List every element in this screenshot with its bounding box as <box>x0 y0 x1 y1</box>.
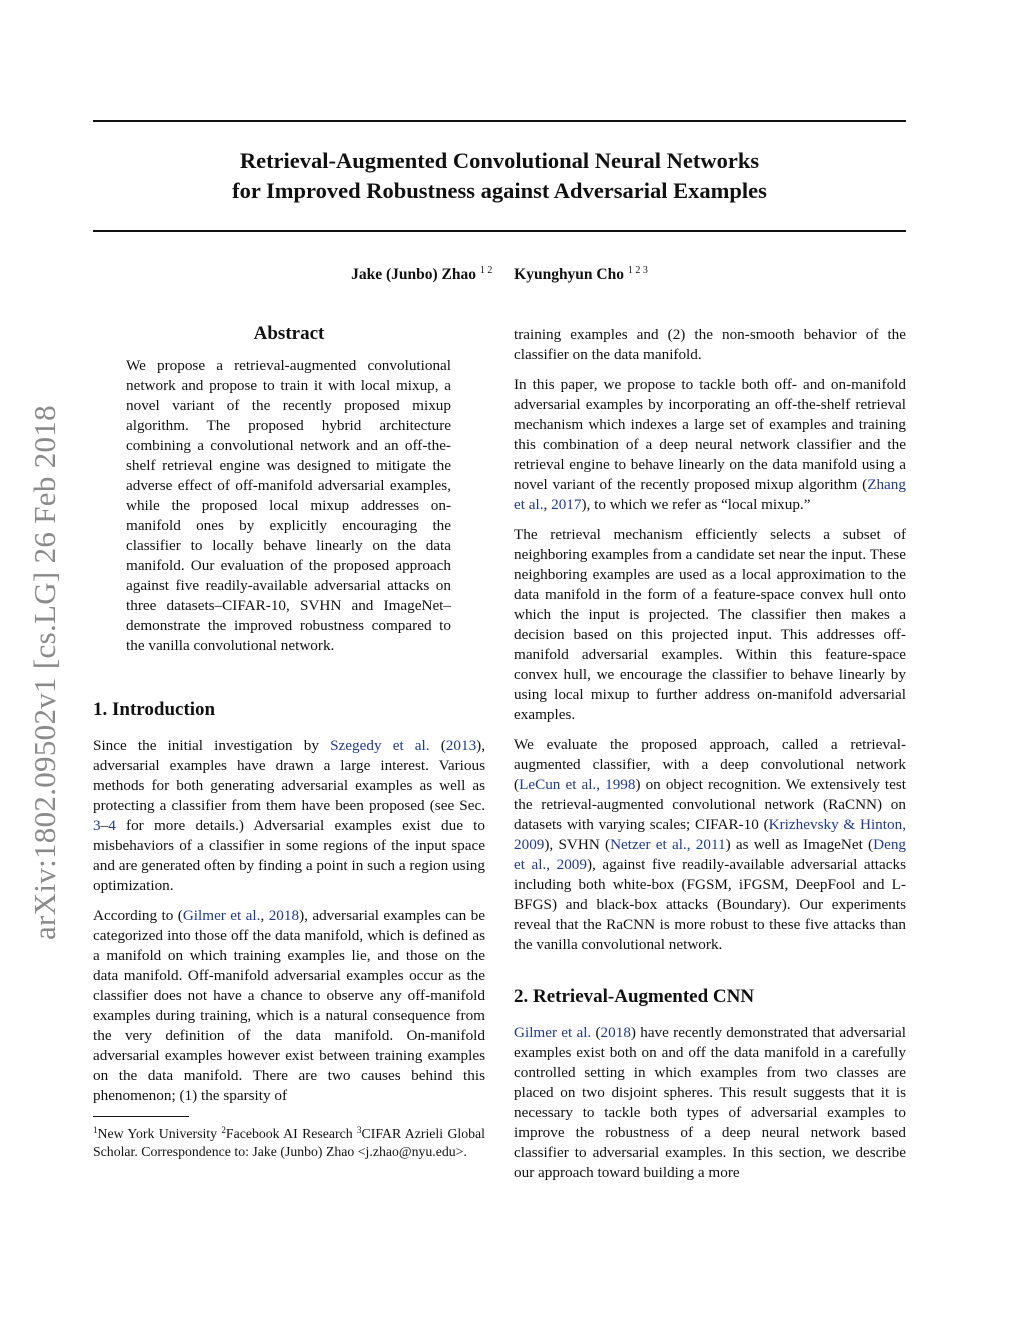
arxiv-stamp: arXiv:1802.09502v1 [cs.LG] 26 Feb 2018 <box>27 405 62 940</box>
citation-link[interactable]: Krizhevsky & Hinton <box>768 816 903 833</box>
footnote: $^1$New York University $^2$Facebook AI Research $^3$CIFAR Azrieli Global Scholar. Correspondence to: Jake (Junbo) Zhao <j.zhao@nyu.edu>. <box>93 1125 486 1159</box>
title-rule-bottom <box>93 230 906 232</box>
right-column <box>514 325 906 1183</box>
citation-link[interactable]: Zhang et al. <box>514 476 906 513</box>
title-rule-top <box>93 120 906 122</box>
citation-year-link[interactable]: 1998 <box>605 776 636 793</box>
intro-paragraph-2-continued: training examples and (2) the non-smooth behavior of the classifier on the data manifold. <box>514 326 906 363</box>
citation-link[interactable]: Netzer et al. <box>610 836 687 853</box>
section2-paragraph-1: Gilmer et al. (2018) have recently demonstrated that adversarial examples exist both on and off the data manifold in a carefully controlled setting in which examples from two classes are placed on two disjoint spheres. This result suggests that it is necessary to tackle both types of adversarial examples to improve the robustness of a deep neural network based classifier to adversarial examples. In this section, we describe our approach toward building a more <box>514 1024 906 1181</box>
paper-title-line-2: for Improved Robustness against Adversarial Examples <box>232 178 767 203</box>
paper-title-line-1: Retrieval-Augmented Convolutional Neural Networks <box>239 148 760 173</box>
citation-year-link[interactable]: 2009 <box>556 856 587 873</box>
citation-year-link[interactable]: 2009 <box>514 836 545 853</box>
citation-link[interactable]: Deng et al. <box>514 836 907 873</box>
citation-link[interactable]: Gilmer et al. <box>514 1024 592 1041</box>
intro-paragraph-4: The retrieval mechanism efficiently selects a subset of neighboring examples from a candidate set near the input. These neighboring examples are used as a local approximation to the data manifold in the form of a feature-space convex hull onto which the input is projected. The classifier then makes a decision based on this projected input. This addresses off-manifold adversarial examples. Within this feature-space convex hull, we encourage the classifier to behave linearly by using local mixup to further address on-manifold adversarial examples. <box>514 526 906 723</box>
author-list <box>93 265 906 284</box>
footnote-rule <box>93 1116 189 1117</box>
citation-link[interactable]: Gilmer et al. <box>182 907 261 924</box>
citation-year-link[interactable]: 2017 <box>551 496 582 513</box>
abstract-text: We propose a retrieval-augmented convolutional network and propose to train it with local mixup, a novel variant of the recently proposed mixup algorithm. The proposed hybrid architecture combining a convolutional network and an off-the-shelf retrieval engine was designed to mitigate the adverse effect of off-manifold adversarial examples, while the proposed local mixup addresses on-manifold ones by explicitly encouraging the classifier to locally behave linearly on the data manifold. Our evaluation of the proposed approach against five readily-available adversarial attacks on three datasets–CIFAR-10, SVHN and ImageNet– demonstrate the improved robustness compared to the vanilla convolutional network. <box>126 357 451 654</box>
intro-paragraph-3: In this paper, we propose to tackle both off- and on-manifold adversarial examples by incorporating an off-the-shelf retrieval mechanism which indexes a large set of examples and training this combination of a deep neural network classifier and the retrieval engine to behave linearly on the data manifold using a novel variant of the recently proposed mixup algorithm (Zhang et al., 2017), to which we refer as “local mixup.” <box>514 376 906 513</box>
citation-year-link[interactable]: 2018 <box>600 1024 631 1041</box>
author-affiliation: 1 2 <box>479 265 493 276</box>
author-affiliation: 1 2 3 <box>627 265 648 276</box>
abstract-heading: Abstract <box>253 323 325 344</box>
section-ref-link[interactable]: 4 <box>108 817 116 834</box>
section-heading-retrieval-augmented-cnn: 2. Retrieval-Augmented CNN <box>514 986 755 1007</box>
section-ref-link[interactable]: 3 <box>93 817 101 834</box>
author-name: Jake (Junbo) Zhao <box>351 266 477 283</box>
citation-link[interactable]: LeCun et al. <box>519 776 597 793</box>
author-name: Kyunghyun Cho <box>514 266 624 283</box>
citation-year-link[interactable]: 2013 <box>445 737 477 754</box>
section-heading-introduction: 1. Introduction <box>93 699 216 720</box>
left-column <box>93 322 485 1161</box>
intro-paragraph-5: We evaluate the proposed approach, called a retrieval-augmented classifier, with a deep convolutional network (LeCun et al., 1998) on object recognition. We extensively test the retrieval-augmented convolutional network (RaCNN) on datasets with varying scales; CIFAR-10 (Krizhevsky & Hinton, 2009), SVHN (Netzer et al., 2011) as well as ImageNet (Deng et al., 2009), against five readily-available adversarial attacks including both white-box (FGSM, iFGSM, DeepFool and L-BFGS) and black-box attacks (Boundary). Our experiments reveal that the RaCNN is more robust to these five attacks than the vanilla convolutional network. <box>514 736 907 953</box>
citation-year-link[interactable]: 2018 <box>268 907 300 924</box>
intro-paragraph-1: Since the initial investigation by Szegedy et al. (2013), adversarial examples have drawn a large interest. Various methods for both generating adversarial examples as well as protecting a classifier from them have been proposed (see Sec. 3–4 for more details.) Adversarial examples exist due to misbehaviors of a classifier in some regions of the input space and are generated often by finding a point in such a region using optimization. <box>93 737 486 894</box>
intro-paragraph-2: According to (Gilmer et al., 2018), adversarial examples can be categorized into those off the data manifold, which is defined as a manifold on which training examples lie, and those on the data manifold. Off-manifold adversarial examples occur as the classifier does not have a chance to observe any off-manifold examples during training, which is a natural consequence from the very definition of the data manifold. On-manifold adversarial examples however exist between training examples on the data manifold. There are two causes behind this phenomenon; (1) the sparsity of <box>93 907 486 1104</box>
citation-year-link[interactable]: 2011 <box>695 836 726 853</box>
citation-link[interactable]: Szegedy et al. <box>330 737 430 754</box>
